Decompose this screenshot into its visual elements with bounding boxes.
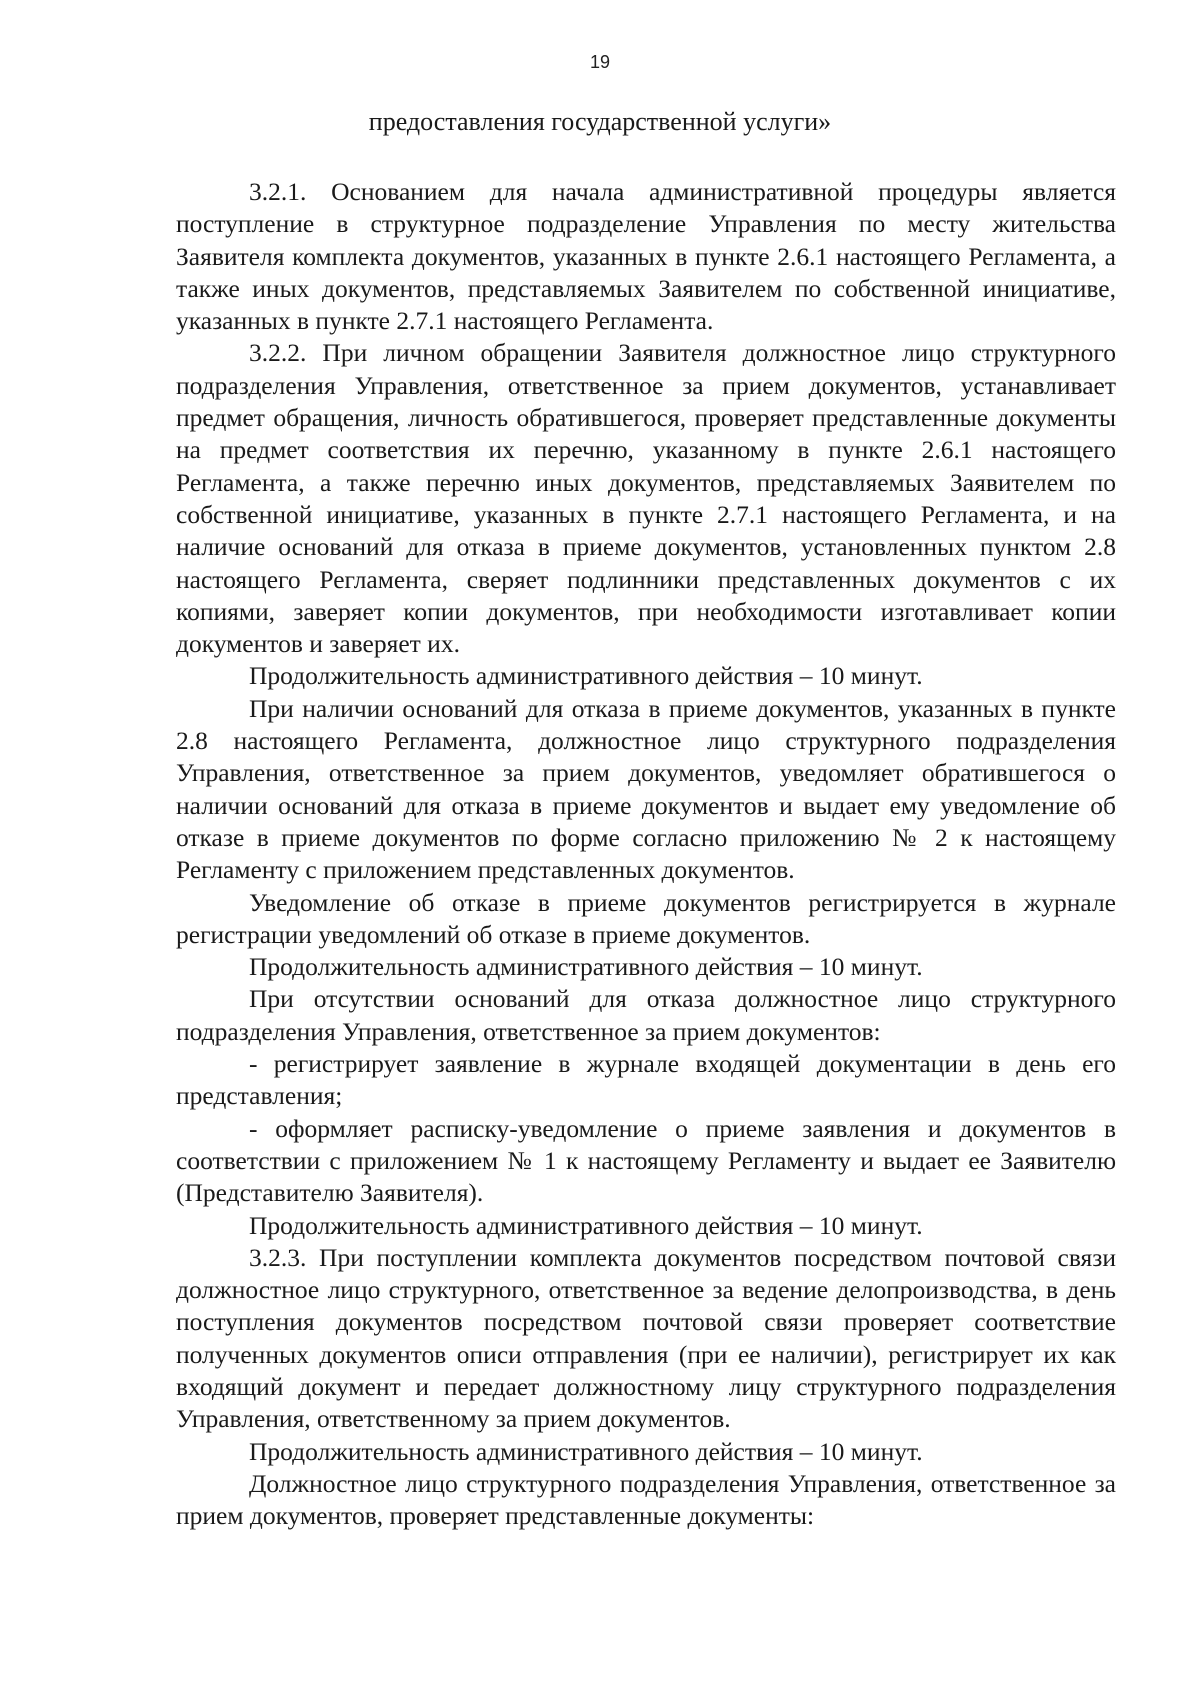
paragraph-official-checks: Должностное лицо структурного подразделения Управления, ответственное за прием документов, проверяет представленные документы: — [176, 1468, 1116, 1531]
paragraph-no-refusal-grounds: При отсутствии оснований для отказа должностное лицо структурного подразделения Управления, ответственное за прием документов: — [176, 984, 1116, 1046]
list-item-register-application: - регистрирует заявление в журнале входящей документации в день его представления; — [176, 1049, 1116, 1111]
page-number: 19 — [589, 52, 611, 72]
paragraph-duration: Продолжительность административного действия – 10 минут. — [249, 1436, 923, 1466]
paragraph-3-2-1: 3.2.1. Основанием для начала административной процедуры является поступление в структурное подразделение Управления по месту жительства Заявителя комплекта документов, указанных в пункте 2.6.1 настоящего Регламента, а также иных документов, представляемых Заявителем по собственной инициативе, указанных в пункте 2.7.1 настоящего Регламента. — [176, 177, 1116, 336]
paragraph-duration: Продолжительность административного действия – 10 минут. — [249, 952, 923, 982]
paragraph-duration: Продолжительность административного действия – 10 минут. — [249, 1210, 923, 1240]
paragraph-3-2-2: 3.2.2. При личном обращении Заявителя должностное лицо структурного подразделения Управления, ответственное за прием документов, устанавливает предмет обращения, личность обратившегося, проверяет представленные документы на предмет соответствия их перечню, указанному в пункте 2.6.1 настоящего Регламента, а также перечню иных документов, представляемых Заявителем по собственной инициативе, указанных в пункте 2.7.1 настоящего Регламента, и на наличие оснований для отказа в приеме документов, установленных пунктом 2.8 настоящего Регламента, сверяет подлинники представленных документов с их копиями, заверяет копии документов, при необходимости изготавливает копии документов и заверяет их. — [176, 338, 1116, 659]
paragraph-3-2-3: 3.2.3. При поступлении комплекта документов посредством почтовой связи должностное лицо структурного, ответственное за ведение делопроизводства, в день поступления документов посредством почтовой связи проверяет соответствие полученных документов описи отправления (при ее наличии), регистрирует их как входящий документ и передает должностному лицу структурного подразделения Управления, ответственному за прием документов. — [176, 1242, 1116, 1434]
paragraph-duration: Продолжительность административного действия – 10 минут. — [249, 661, 923, 691]
paragraph-refusal-registration: Уведомление об отказе в приеме документов регистрируется в журнале регистрации уведомлений об отказе в приеме документов. — [176, 887, 1116, 949]
list-item-issue-receipt: - оформляет расписку-уведомление о приеме заявления и документов в соответствии с приложением № 1 к настоящему Регламенту и выдает ее Заявителю (Представителю Заявителя). — [176, 1113, 1116, 1208]
paragraph-refusal-grounds: При наличии оснований для отказа в приеме документов, указанных в пункте 2.8 настоящего Регламента, должностное лицо структурного подразделения Управления, ответственное за прием документов, уведомляет обратившегося о наличии оснований для отказа в приеме документов и выдает ему уведомление об отказе в приеме документов по форме согласно приложению № 2 к настоящему Регламенту с приложением представленных документов. — [176, 693, 1116, 885]
document-body — [176, 176, 1116, 1532]
running-title: предоставления государственной услуги» — [368, 107, 832, 136]
